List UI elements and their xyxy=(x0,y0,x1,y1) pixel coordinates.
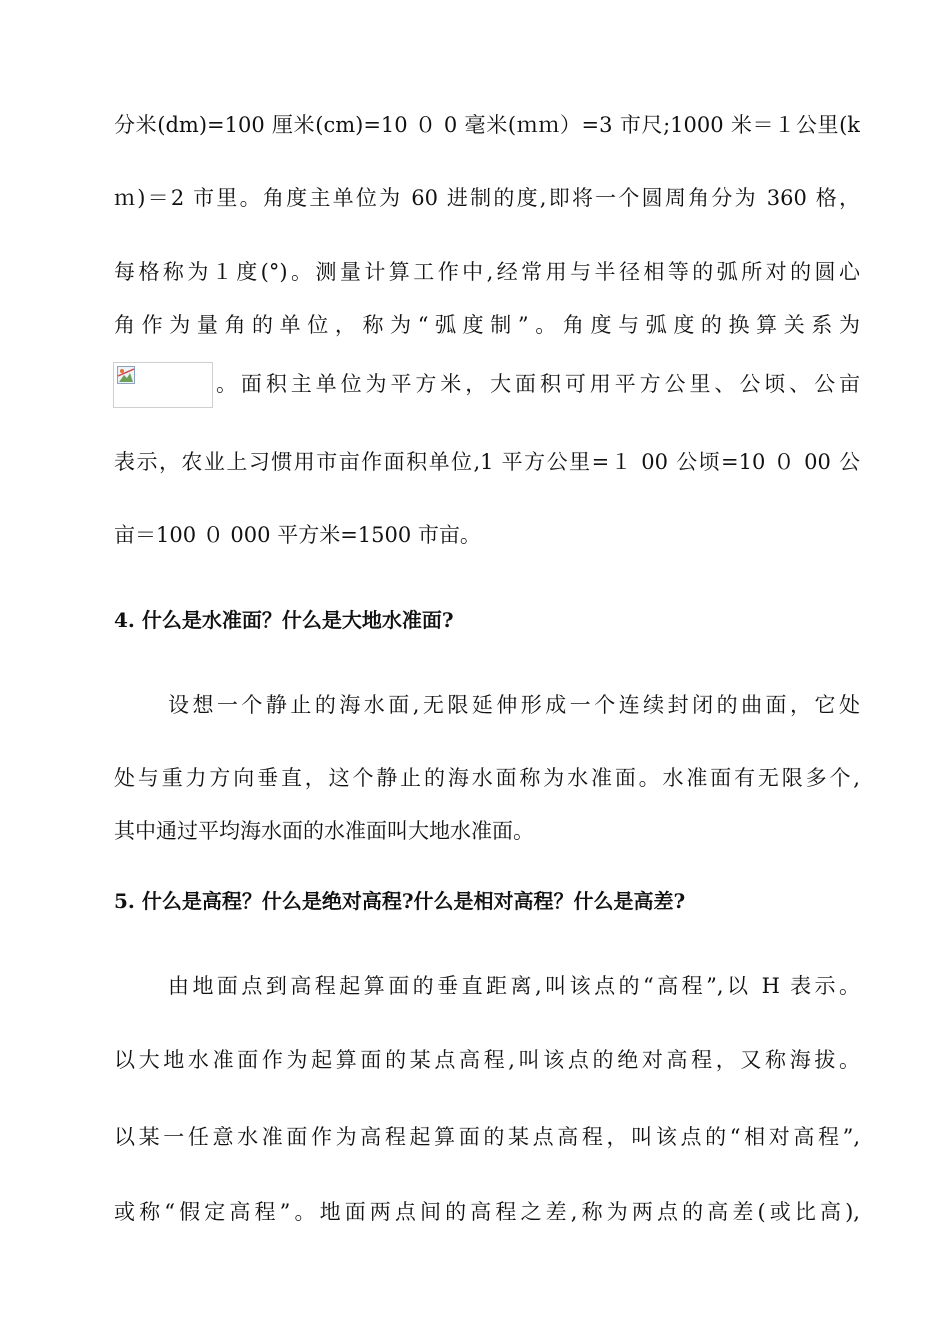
paragraph-2-line-1: 设想一个静止的海水面,无限延伸形成一个连续封闭的曲面，它处 xyxy=(168,693,860,717)
section-heading-4: 4. 什么是水准面？什么是大地水准面? xyxy=(114,608,454,632)
paragraph-3-line-1: 由地面点到高程起算面的垂直距离,叫该点的“高程”,以 H 表示。 xyxy=(168,974,860,998)
formula-image-placeholder xyxy=(113,362,213,408)
paragraph-3-line-2: 以大地水准面作为起算面的某点高程,叫该点的绝对高程，又称海拔。 xyxy=(114,1048,860,1072)
paragraph-1-line-1: 分米(dm)=100 厘米(cm)=10 ０ 0 毫米(ｍｍ）=3 市尺;1000 米＝１公里(k xyxy=(114,113,860,137)
paragraph-1-line-2: ｍ)＝2 市里。角度主单位为 60 进制的度,即将一个圆周角分为 360 格， xyxy=(114,186,860,210)
broken-image-icon xyxy=(117,366,135,384)
paragraph-2-line-2: 处与重力方向垂直，这个静止的海水面称为水准面。水准面有无限多个, xyxy=(114,766,860,790)
paragraph-3-line-4: 或称“假定高程”。地面两点间的高程之差,称为两点的高差(或比高), xyxy=(114,1200,860,1224)
paragraph-2-line-3: 其中通过平均海水面的水准面叫大地水准面。 xyxy=(114,819,534,843)
paragraph-1-line-6: 表示，农业上习惯用市亩作面积单位,1 平方公里=１ 00 公顷=10 ０ 00 公 xyxy=(114,450,860,474)
paragraph-3-line-3: 以某一任意水准面作为高程起算面的某点高程，叫该点的“相对高程”, xyxy=(114,1125,860,1149)
paragraph-1-line-4: 角作为量角的单位，称为“弧度制”。角度与弧度的换算关系为 xyxy=(114,313,860,337)
paragraph-1-line-3: 每格称为１度(°)。测量计算工作中,经常用与半径相等的弧所对的圆心 xyxy=(114,260,860,284)
section-heading-5: 5. 什么是高程？什么是绝对高程?什么是相对高程？什么是高差? xyxy=(114,889,686,913)
paragraph-1-line-7: 亩＝100 ０ 000 平方米=1500 市亩。 xyxy=(114,523,481,547)
paragraph-1-line-5: 。面积主单位为平方米，大面积可用平方公里、公顷、公亩 xyxy=(216,372,860,396)
